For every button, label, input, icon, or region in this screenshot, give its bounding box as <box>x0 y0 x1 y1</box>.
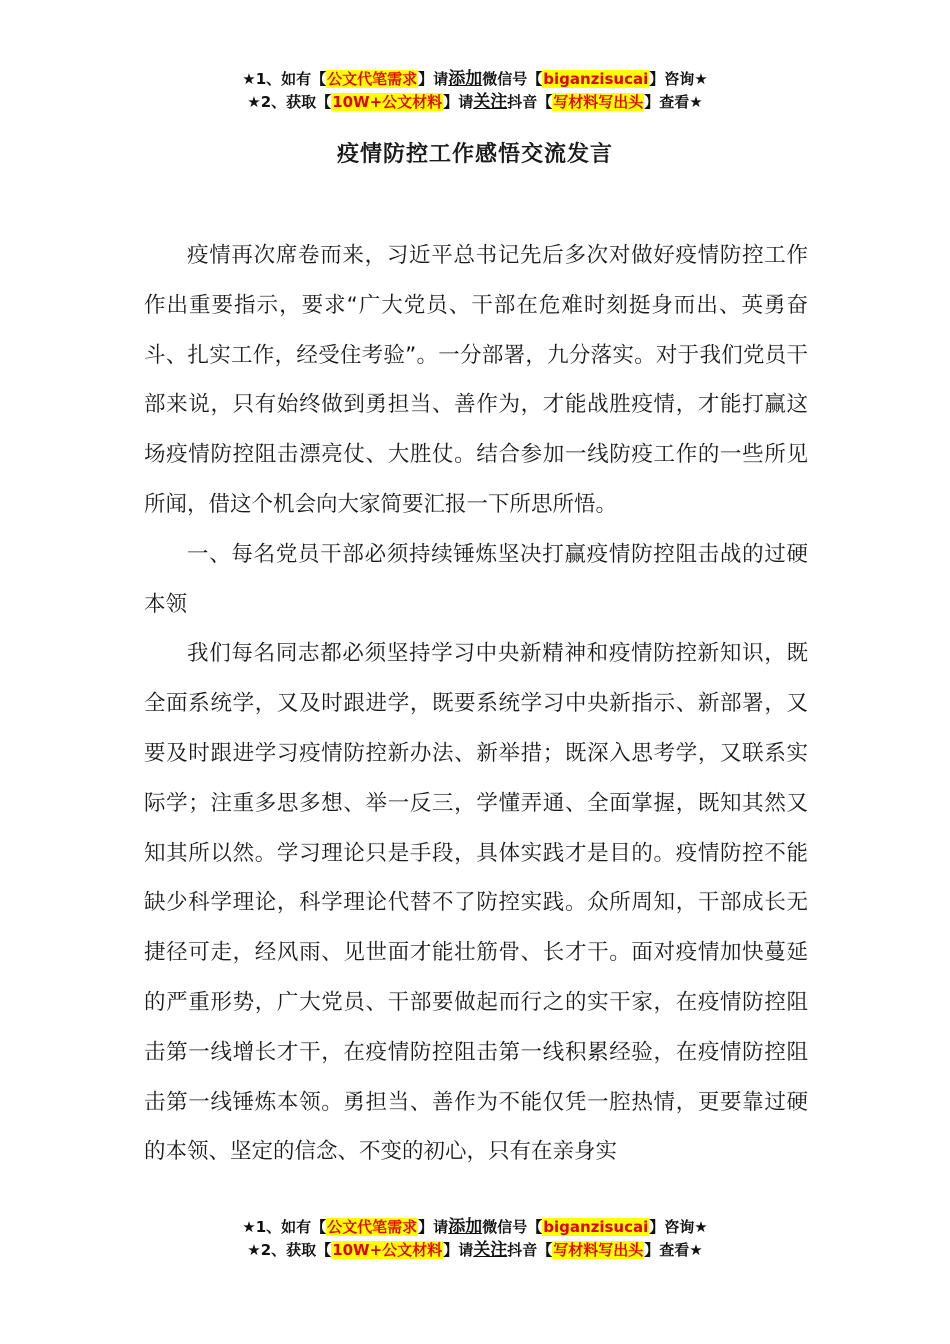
highlight-ghostwriting: 公文代笔需求 <box>327 70 418 88</box>
footer-line-2: ★2、获取【10W+公文材料】请关注抖音【写材料写出头】查看★ <box>247 1240 703 1260</box>
footer-line-1: ★1、如有【公文代笔需求】请添加微信号【biganzisucai】咨询★ <box>242 1217 708 1237</box>
paragraph: 疫情再次席卷而来，习近平总书记先后多次对做好疫情防控工作作出重要指示，要求“广大党员、干部在危难时刻挺身而出、英勇奋斗、扎实工作，经受住考验”。一分部署，九分落实。对于我们党员干部来说，只有始终做到勇担当、善作为，才能战胜疫情，才能打赢这场疫情防控阻击漂亮仗、大胜仗。结合参加一线防疫工作的一些所见所闻，借这个机会向大家简要汇报一下所思所悟。 <box>144 243 808 517</box>
highlight-ghostwriting: 公文代笔需求 <box>327 1218 418 1236</box>
highlight-materials: 10W+公文材料 <box>332 93 443 111</box>
footer-banner <box>0 1216 950 1262</box>
header-line-1: ★1、如有【公文代笔需求】请添加微信号【biganzisucai】咨询★ <box>242 69 708 89</box>
highlight-wechat-id: biganzisucai <box>543 1218 649 1236</box>
header-line-2: ★2、获取【10W+公文材料】请关注抖音【写材料写出头】查看★ <box>247 92 703 112</box>
header-banner <box>0 68 950 114</box>
highlight-wechat-id: biganzisucai <box>543 70 649 88</box>
document-body <box>144 231 808 1177</box>
highlight-materials: 10W+公文材料 <box>332 1241 443 1259</box>
document-title: 疫情防控工作感悟交流发言 <box>336 142 613 167</box>
highlight-douyin: 写材料写出头 <box>553 1241 644 1259</box>
highlight-douyin: 写材料写出头 <box>553 93 644 111</box>
paragraph: 我们每名同志都必须坚持学习中央新精神和疫情防控新知识，既全面系统学，又及时跟进学，既要系统学习中央新指示、新部署，又要及时跟进学习疫情防控新办法、新举措；既深入思考学，又联系实际学；注重多思多想、举一反三，学懂弄通、全面掌握，既知其然又知其所以然。学习理论只是手段，具体实践才是目的。疫情防控不能缺少科学理论，科学理论代替不了防控实践。众所周知，干部成长无捷径可走，经风雨、见世面才能壮筋骨、长才干。面对疫情加快蔓延的严重形势，广大党员、干部要做起而行之的实干家，在疫情防控阻击第一线增长才干，在疫情防控阻击第一线积累经验，在疫情防控阻击第一线锤炼本领。勇担当、善作为不能仅凭一腔热情，更要靠过硬的本领、坚定的信念、不变的初心，只有在亲身实 <box>144 641 808 1165</box>
section-heading: 一、每名党员干部必须持续锤炼坚决打赢疫情防控阻击战的过硬本领 <box>144 541 808 617</box>
